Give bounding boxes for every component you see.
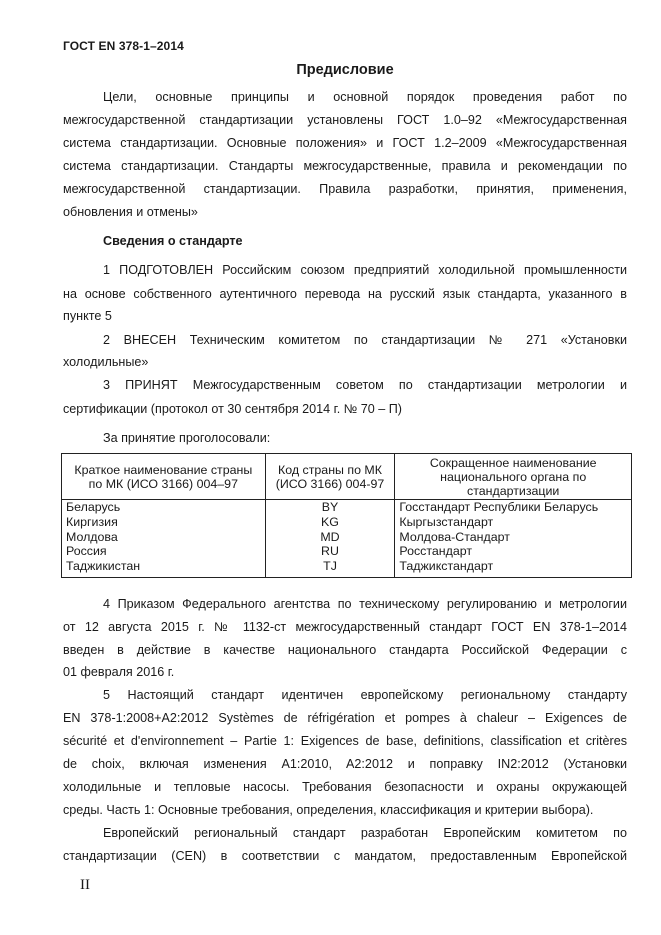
- item3-line: сертификации (протокол от 30 сентября 2014 г. № 70 – П): [63, 402, 402, 416]
- section-heading: Сведения о стандарте: [103, 234, 243, 248]
- page-number: II: [80, 877, 90, 893]
- header-country-code: [265, 454, 395, 500]
- page-title: Предисловие: [296, 62, 394, 78]
- item3-line: 3 ПРИНЯТ Межгосударственным советом по стандартизации метрологии и: [103, 378, 627, 392]
- item5-line: sécurité et d'environnement – Partie 1: Exigences de base, definitions, classification et critères: [63, 734, 627, 748]
- cell-code: TJ: [265, 559, 395, 577]
- item6-line: Европейский региональный стандарт разработан Европейским комитетом по: [103, 826, 627, 840]
- item4-line: 4 Приказом Федерального агентства по техническому регулированию и метрологии: [103, 597, 627, 611]
- table-row: [62, 559, 632, 577]
- item5-line: холодильные и тепловые насосы. Требования безопасности и охраны окружающей: [63, 780, 627, 794]
- intro-line: межгосударственной стандартизации установлены ГОСТ 1.0–92 «Межгосударственная: [63, 113, 627, 127]
- table-row: [62, 500, 632, 515]
- cell-body: Кыргызстандарт: [395, 515, 632, 530]
- item2-line: холодильные»: [63, 355, 149, 369]
- item4-line: введен в действие в качестве национального стандарта Российской Федерации с: [63, 643, 627, 657]
- header-text: национального органа по: [440, 469, 587, 484]
- cell-country: Молдова: [62, 530, 266, 545]
- cell-country: Беларусь: [62, 500, 266, 515]
- item5-line: 5 Настоящий стандарт идентичен европейскому региональному стандарту: [103, 688, 627, 702]
- cell-country: Киргизия: [62, 515, 266, 530]
- vote-caption: За принятие проголосовали:: [103, 431, 271, 445]
- item1-line: пункте 5: [63, 309, 112, 323]
- intro-line: Цели, основные принципы и основной порядок проведения работ по: [103, 90, 627, 104]
- cell-code: BY: [265, 500, 395, 515]
- intro-line: система стандартизации. Основные положения» и ГОСТ 1.2–2009 «Межгосударственная: [63, 136, 627, 150]
- header-country-name: [62, 454, 266, 500]
- table-row: [62, 530, 632, 545]
- cell-country: Таджикистан: [62, 559, 266, 577]
- cell-code: RU: [265, 544, 395, 559]
- intro-line: межгосударственной стандартизации. Правила разработки, принятия, применения,: [63, 182, 627, 196]
- header-text: Код страны по МК: [278, 462, 382, 477]
- document-code: ГОСТ EN 378-1–2014: [63, 39, 184, 53]
- vote-table-header-row: [62, 454, 632, 500]
- item5-line: EN 378-1:2008+A2:2012 Systèmes de réfrigération et pompes à chaleur – Exigences de: [63, 711, 627, 725]
- cell-code: MD: [265, 530, 395, 545]
- table-row: [62, 544, 632, 559]
- header-text: Сокращенное наименование: [429, 455, 597, 470]
- vote-table: [61, 453, 632, 578]
- item1-line: на основе собственного аутентичного перевода на русский язык стандарта, указанного в: [63, 287, 627, 301]
- cell-country: Россия: [62, 544, 266, 559]
- item2-line: 2 ВНЕСЕН Техническим комитетом по стандартизации № 271 «Установки: [103, 333, 627, 347]
- item5-line: de choix, включая изменения A1:2010, A2:2012 и поправку IN2:2012 (Установки: [63, 757, 627, 771]
- header-text: Краткое наименование страны: [74, 462, 253, 477]
- cell-body: Госстандарт Республики Беларусь: [395, 500, 632, 515]
- header-text: по МК (ИСО 3166) 004–97: [88, 476, 238, 491]
- intro-line: система стандартизации. Стандарты межгосударственные, правила и рекомендации по: [63, 159, 627, 173]
- header-text: (ИСО 3166) 004-97: [275, 476, 385, 491]
- item1-line: 1 ПОДГОТОВЛЕН Российским союзом предприятий холодильной промышленности: [103, 263, 627, 277]
- cell-body: Молдова-Стандарт: [395, 530, 632, 545]
- header-national-body: [395, 454, 632, 500]
- item4-line: 01 февраля 2016 г.: [63, 665, 175, 679]
- item4-line: от 12 августа 2015 г. № 1132-ст межгосударственный стандарт ГОСТ EN 378-1–2014: [63, 620, 627, 634]
- item6-line: стандартизации (CEN) в соответствии с мандатом, предоставленным Европейской: [63, 849, 627, 863]
- header-text: стандартизации: [467, 483, 560, 498]
- intro-line: обновления и отмены»: [63, 205, 198, 219]
- cell-body: Росстандарт: [395, 544, 632, 559]
- cell-body: Таджикстандарт: [395, 559, 632, 577]
- table-row: [62, 515, 632, 530]
- cell-code: KG: [265, 515, 395, 530]
- item5-line: среды. Часть 1: Основные требования, определения, классификация и критерии выбора).: [63, 803, 594, 817]
